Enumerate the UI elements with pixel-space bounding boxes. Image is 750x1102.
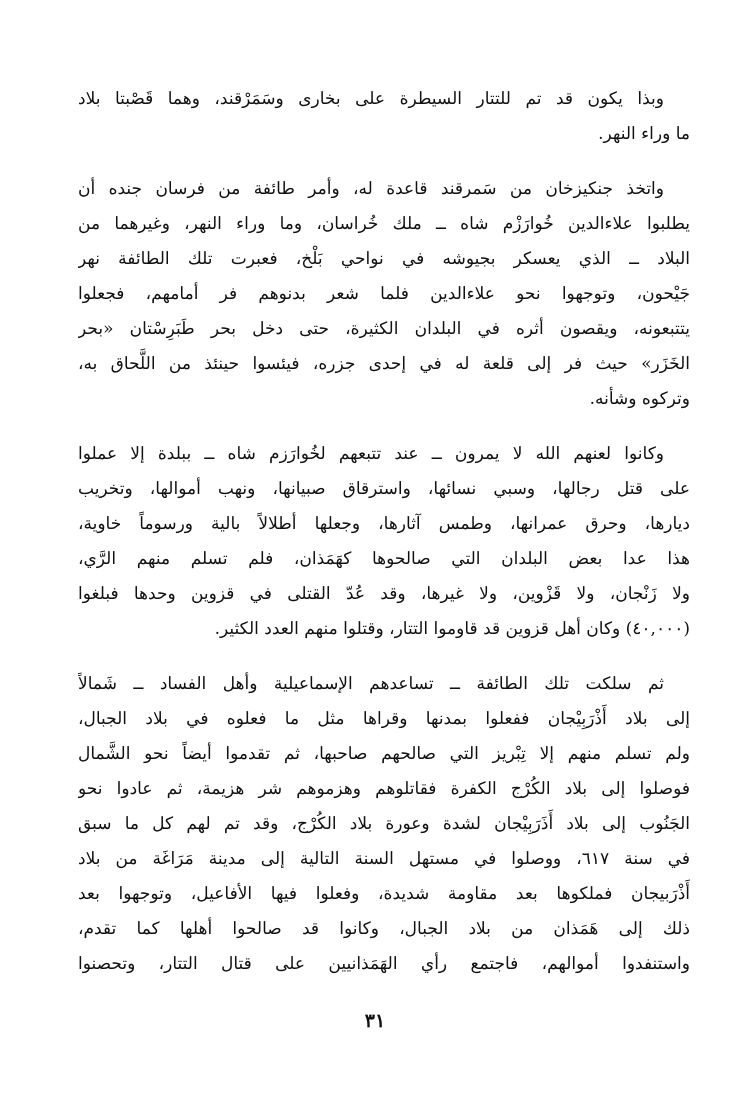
paragraph-4 [78,667,690,982]
text-line: الجَنُوب إلى بلاد أَذَرَبِيْجان لشدة وعورة بلاد الكُرْج، وقد تم لهم كل ما سبق [78,814,690,834]
paragraph-2 [78,172,690,417]
text-line: وتركوه وشأنه. [589,389,690,409]
text-line: واتخذ جنكيزخان من سَمرقند قاعدة له، وأمر طائفة من فرسان جنده أن [78,179,664,199]
text-line: الخَزَر» حيث فر إلى قلعة له في إحدى جزره، فيئسوا حينئذ من اللَّحاق به، [78,354,690,374]
paragraph-1 [78,82,690,152]
text-line: (٤٠,٠٠٠) وكان أهل قزوين قد قاوموا التتار، وقتلوا منهم العدد الكثير. [214,619,690,639]
text-line: وكانوا لعنهم الله لا يمرون ــ عند تتبعهم لخُوارَزم شاه ــ ببلدة إلا عملوا [78,444,664,464]
text-line: ذلك إلى هَمَذان من بلاد الجبال، وكانوا قد صالحوا أهلها كما تقدم، [78,919,690,939]
text-line: واستنفدوا أموالهم، فاجتمع رأي الهَمَذانيين على قتال التتار، وتحصنوا [78,954,690,974]
text-line: يطلبوا علاءالدين خُوارَزْم شاه ــ ملك خُراسان، وما وراء النهر، وغيرهما من [78,214,690,234]
text-line: ولا زَنْجان، ولا قَزْوين، ولا غيرها، وقد عُدّ القتلى في قزوين وحدها فبلغوا [78,584,690,604]
text-line: البلاد ــ الذي يعسكر بجيوشه في نواحي بَلْخ، فعبرت تلك الطائفة نهر [78,249,690,269]
text-line: ولم تسلم منهم إلا تِبْريز التي صالحهم صاحبها، ثم تقدموا أيضاً نحو الشَّمال [78,744,690,764]
paragraph-3 [78,437,690,647]
page-number: ٣١ [364,1010,386,1032]
text-line: ما وراء النهر. [598,124,690,144]
text-line: جَيْحون، وتوجهوا نحو علاءالدين فلما شعر بدنوهم فر أمامهم، فجعلوا [78,284,690,304]
text-line: وبذا يكون قد تم للتتار السيطرة على بخارى وسَمَرْقند، وهما قَصْبتا بلاد [78,89,664,109]
text-line: إلى بلاد أَذْرَبِيْجان ففعلوا بمدنها وقراها مثل ما فعلوه في بلاد الجبال، [78,709,690,729]
page-body [78,82,690,1002]
text-line: هذا عدا بعض البلدان التي صالحوها كهَمَذان، فلم تسلم منهم الرَّي، [78,549,690,569]
text-line: ثم سلكت تلك الطائفة ــ تساعدهم الإسماعيلية وأهل الفساد ــ شَمالاً [78,674,664,694]
text-line: فوصلوا إلى بلاد الكُرْج الكفرة فقاتلوهم وهزموهم شر هزيمة، ثم عادوا نحو [78,779,690,799]
text-line: في سنة ٦١٧، ووصلوا في مستهل السنة التالية إلى مدينة مَرَاغَة من بلاد [78,849,690,869]
text-line: ديارها، وحرق عمرانها، وطمس آثارها، وجعلها أطلالاً بالية ورسوماً خاوية، [78,514,690,534]
text-line: يتتبعونه، ويقصون أثره في البلدان الكثيرة، حتى دخل بحر طَبَرِسْتان «بحر [78,319,690,339]
text-line: أَذْرَبيجان فملكوها بعد مقاومة شديدة، وفعلوا فيها الأفاعيل، وتوجهوا بعد [78,884,690,904]
text-line: على قتل رجالها، وسبي نسائها، واسترقاق صبيانها، ونهب أموالها، وتخريب [78,479,690,499]
